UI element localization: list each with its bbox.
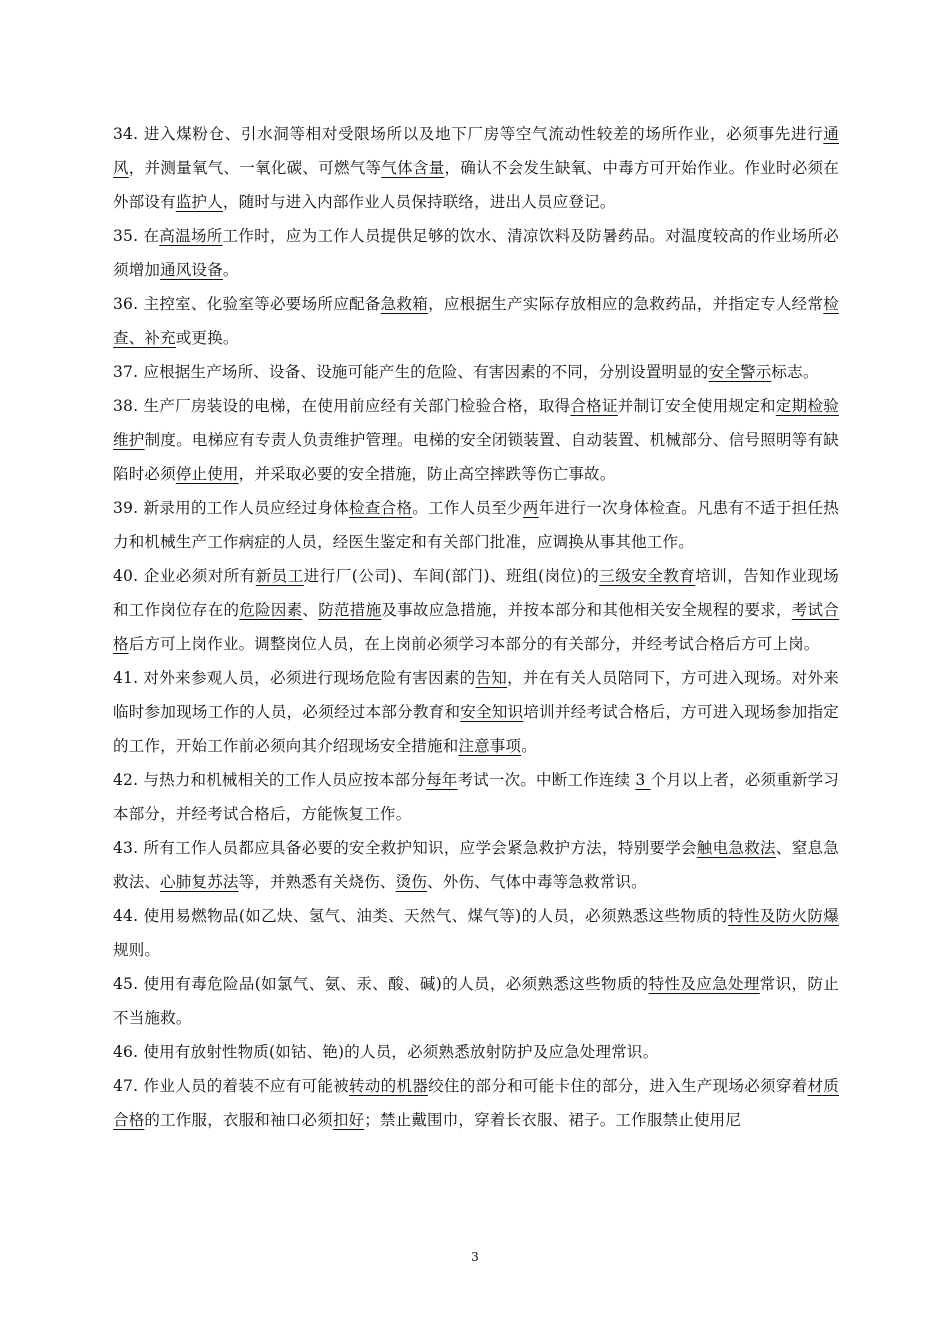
underlined-keyword: 每年 bbox=[426, 771, 458, 789]
clause-number: 34. bbox=[113, 125, 139, 143]
underlined-keyword: 急救箱 bbox=[380, 295, 429, 313]
underlined-keyword: 合格证 bbox=[570, 397, 618, 415]
clause-paragraph bbox=[113, 287, 839, 355]
clause-text: 或更换。 bbox=[175, 329, 239, 347]
clause-number: 38. bbox=[113, 397, 139, 415]
clause-text: 所有工作人员都应具备必要的安全救护知识，应学会紧急救护方法，特别要学会 bbox=[143, 839, 697, 857]
clause-number: 43. bbox=[113, 839, 139, 857]
clause-text: 。 bbox=[222, 261, 239, 279]
clause-text: 企业必须对所有 bbox=[143, 567, 256, 585]
clause-text: ，应根据生产实际存放相应的急救药品，并指定专人经常 bbox=[428, 295, 824, 313]
clause-text: 作业人员的着装不应有可能被 bbox=[143, 1077, 350, 1095]
clause-number: 45. bbox=[113, 975, 139, 993]
underlined-keyword: 高温场所 bbox=[159, 227, 223, 245]
clause-text: 、窒息急救法、 bbox=[113, 839, 839, 891]
clause-paragraph bbox=[113, 661, 839, 763]
clause-text: 新录用的工作人员应经过身体 bbox=[143, 499, 350, 517]
underlined-keyword: 材质合格 bbox=[113, 1077, 839, 1129]
underlined-keyword: 3 bbox=[635, 771, 651, 789]
clause-text: 、外伤、气体中毒等急救常识。 bbox=[427, 873, 647, 891]
clause-text: 的工作服，衣服和袖口必须 bbox=[144, 1111, 333, 1129]
clause-text: 个月以上者，必须重新学习本部分，并经考试合格后，方能恢复工作。 bbox=[113, 771, 840, 823]
clause-number: 40. bbox=[113, 567, 139, 585]
clause-text: 使用易燃物品(如乙炔、氢气、油类、天然气、煤气等)的人员，必须熟悉这些物质的 bbox=[143, 907, 729, 925]
underlined-keyword: 触电急救法 bbox=[696, 839, 776, 857]
clause-text: 后方可上岗作业。调整岗位人员，在上岗前必须学习本部分的有关部分，并经考试合格后方可上岗。 bbox=[128, 635, 820, 653]
clause-text: 生产厂房装设的电梯，在使用前应经有关部门检验合格，取得 bbox=[143, 397, 571, 415]
underlined-keyword: 烫伤 bbox=[395, 873, 428, 891]
underlined-keyword: 转动的机器 bbox=[349, 1077, 429, 1095]
clause-text: 与热力和机械相关的工作人员应按本部分 bbox=[143, 771, 427, 789]
underlined-keyword: 检查合格 bbox=[349, 499, 413, 517]
clause-number: 42. bbox=[113, 771, 139, 789]
clause-text: 年进行一次身体检查。凡患有不适于担任热力和机械生产工作病症的人员，经医生鉴定和有关部门批准，应调换从事其他工作。 bbox=[113, 499, 839, 551]
underlined-keyword: 通风 bbox=[113, 125, 839, 177]
clause-text: 对外来参观人员，必须进行现场危险有害因素的 bbox=[143, 669, 476, 687]
underlined-keyword: 告知 bbox=[475, 669, 508, 687]
clause-text: 在 bbox=[143, 227, 160, 245]
clause-paragraph bbox=[113, 763, 839, 831]
clause-text: ；禁止戴围巾，穿着长衣服、裙子。工作服禁止使用尼 bbox=[364, 1111, 742, 1129]
clause-paragraph bbox=[113, 831, 839, 899]
underlined-keyword: 注意事项 bbox=[458, 737, 522, 755]
clause-text: ，确认不会发生缺氧、中毒方可开始作业。作业时必须在外部设有 bbox=[113, 159, 839, 211]
underlined-keyword: 监护人 bbox=[175, 193, 223, 211]
underlined-keyword: 特性及应急处理 bbox=[648, 975, 760, 993]
clause-text: 培训并经考试合格后，方可进入现场参加指定的工作，开始工作前必须向其介绍现场安全措施和 bbox=[113, 703, 839, 755]
clause-number: 44. bbox=[113, 907, 139, 925]
clause-text: ，并测量氧气、一氧化碳、可燃气等 bbox=[128, 159, 382, 177]
clause-text: 、 bbox=[302, 601, 319, 619]
underlined-keyword: 防范措施 bbox=[318, 601, 382, 619]
document-body bbox=[113, 117, 839, 1137]
underlined-keyword: 新员工 bbox=[255, 567, 304, 585]
clause-number: 37. bbox=[113, 363, 139, 381]
clause-text: ，并在有关人员陪同下，方可进入现场。对外来临时参加现场工作的人员，必须经过本部分教育和 bbox=[113, 669, 839, 721]
underlined-keyword: 检查、补充 bbox=[113, 295, 839, 347]
clause-paragraph bbox=[113, 219, 839, 287]
clause-paragraph bbox=[113, 967, 839, 1035]
underlined-keyword: 定期检验维护 bbox=[113, 397, 839, 449]
clause-text: 考试一次。中断工作连续 bbox=[457, 771, 636, 789]
clause-number: 35. bbox=[113, 227, 139, 245]
clause-text: 。 bbox=[521, 737, 537, 755]
clause-paragraph bbox=[113, 1035, 839, 1069]
clause-text: 等，并熟悉有关烧伤、 bbox=[238, 873, 396, 891]
underlined-keyword: 特性及防火防爆 bbox=[728, 907, 839, 925]
page-number: 3 bbox=[471, 1250, 479, 1264]
underlined-keyword: 安全知识 bbox=[460, 703, 524, 721]
clause-number: 39. bbox=[113, 499, 139, 517]
clause-text: 常识，防止不当施救。 bbox=[113, 975, 839, 1027]
clause-text: 进入煤粉仓、引水洞等相对受限场所以及地下厂房等空气流动性较差的场所作业，必须事先进行 bbox=[143, 125, 824, 143]
clause-text: 进行厂(公司)、车间(部门)、班组(岗位)的 bbox=[303, 567, 600, 585]
clause-text: 应根据生产场所、设备、设施可能产生的危险、有害因素的不同，分别设置明显的 bbox=[143, 363, 709, 381]
clause-text: ，随时与进入内部作业人员保持联络，进出人员应登记。 bbox=[222, 193, 616, 211]
clause-number: 36. bbox=[113, 295, 139, 313]
clause-paragraph bbox=[113, 491, 839, 559]
clause-text: 并制订安全使用规定和 bbox=[617, 397, 776, 415]
clause-text: 绞住的部分和可能卡住的部分，进入生产现场必须穿着 bbox=[428, 1077, 808, 1095]
clause-paragraph bbox=[113, 355, 839, 389]
clause-paragraph bbox=[113, 899, 839, 967]
clause-text: 及事故应急措施，并按本部分和其他相关安全规程的要求， bbox=[381, 601, 792, 619]
clause-number: 41. bbox=[113, 669, 139, 687]
underlined-keyword: 三级安全教育 bbox=[599, 567, 696, 585]
clause-text: 。工作人员至少 bbox=[412, 499, 523, 517]
clause-text: 培训，告知作业现场和工作岗位存在的 bbox=[113, 567, 839, 619]
clause-text: 主控室、化验室等必要场所应配备 bbox=[143, 295, 381, 313]
clause-number: 47. bbox=[113, 1077, 139, 1095]
underlined-keyword: 心肺复苏法 bbox=[160, 873, 239, 891]
clause-text: 使用有放射性物质(如钴、铯)的人员，必须熟悉放射防护及应急处理常识。 bbox=[143, 1043, 659, 1061]
underlined-keyword: 停止使用 bbox=[175, 465, 239, 483]
underlined-keyword: 两 bbox=[522, 499, 539, 517]
clause-paragraph bbox=[113, 389, 839, 491]
clause-paragraph bbox=[113, 117, 839, 219]
clause-text: 规则。 bbox=[113, 941, 161, 959]
underlined-keyword: 扣好 bbox=[332, 1111, 365, 1129]
clause-text: 使用有毒危险品(如氯气、氨、汞、酸、碱)的人员，必须熟悉这些物质的 bbox=[143, 975, 649, 993]
clause-text: 制度。电梯应有专责人负责维护管理。电梯的安全闭锁装置、自动装置、机械部分、信号照明等有缺陷时必须 bbox=[113, 431, 839, 483]
underlined-keyword: 危险因素 bbox=[239, 601, 303, 619]
clause-paragraph bbox=[113, 559, 839, 661]
clause-number: 46. bbox=[113, 1043, 139, 1061]
underlined-keyword: 安全警示 bbox=[708, 363, 772, 381]
clause-text: 工作时，应为工作人员提供足够的饮水、清凉饮料及防暑药品。对温度较高的作业场所必须增加 bbox=[113, 227, 839, 279]
clause-paragraph bbox=[113, 1069, 839, 1137]
clause-text: ，并采取必要的安全措施，防止高空摔跌等伤亡事故。 bbox=[238, 465, 616, 483]
underlined-keyword: 气体含量 bbox=[381, 159, 445, 177]
underlined-keyword: 通风设备 bbox=[160, 261, 223, 279]
clause-text: 标志。 bbox=[771, 363, 819, 381]
underlined-keyword: 考试合格 bbox=[113, 601, 840, 653]
